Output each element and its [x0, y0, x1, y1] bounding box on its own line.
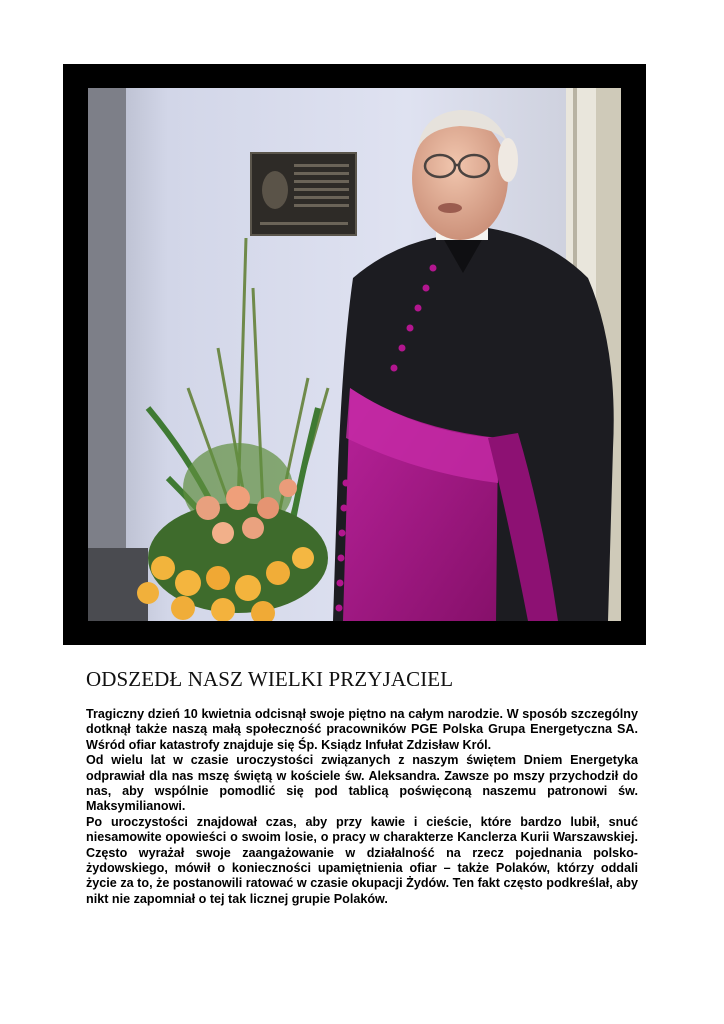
article-paragraph: Od wielu lat w czasie uroczystości związanych z naszym świętem Dniem Energetyka odprawiał dla nas mszę świętą w kościele św. Aleksandra. Zawsze po mszy przychodził do nas, aby wspólnie pomodlić się pod tablicą poświęconą naszemu patronowi św. Maksymilianowi.	[86, 753, 638, 814]
article-body	[86, 707, 638, 907]
memorial-plaque	[251, 153, 356, 235]
article-paragraph: Tragiczny dzień 10 kwietnia odcisnął swoje piętno na całym narodzie. W sposób szczególny dotknął także naszą małą społeczność pracowników PGE Polska Grupa Energetyczna SA. Wśród ofiar katastrofy znajduje się Śp. Ksiądz Infułat Zdzisław Król.	[86, 707, 638, 752]
photo-frame	[63, 64, 646, 645]
article-headline: ODSZEDŁ NASZ WIELKI PRZYJACIEL	[86, 667, 454, 691]
priest-photo-illustration	[88, 88, 621, 621]
article-paragraph: Po uroczystości znajdował czas, aby przy kawie i cieście, które bardzo lubił, snuć niesamowite opowieści o swoim losie, o pracy w charakterze Kanclerza Kurii Warszawskiej. Często wyrażał swoje zaangażowanie w działalność na rzecz pojednania polsko-żydowskiego, mówił o konieczności upamiętnienia ofiar – także Polaków, którzy oddali życie za to, że postanowili ratować w czasie okupacji Żydów. Ten fakt często podkreślał, aby nikt nie zapomniał o tej tak licznej grupie Polaków.	[86, 814, 638, 906]
priest-photo	[88, 88, 621, 621]
